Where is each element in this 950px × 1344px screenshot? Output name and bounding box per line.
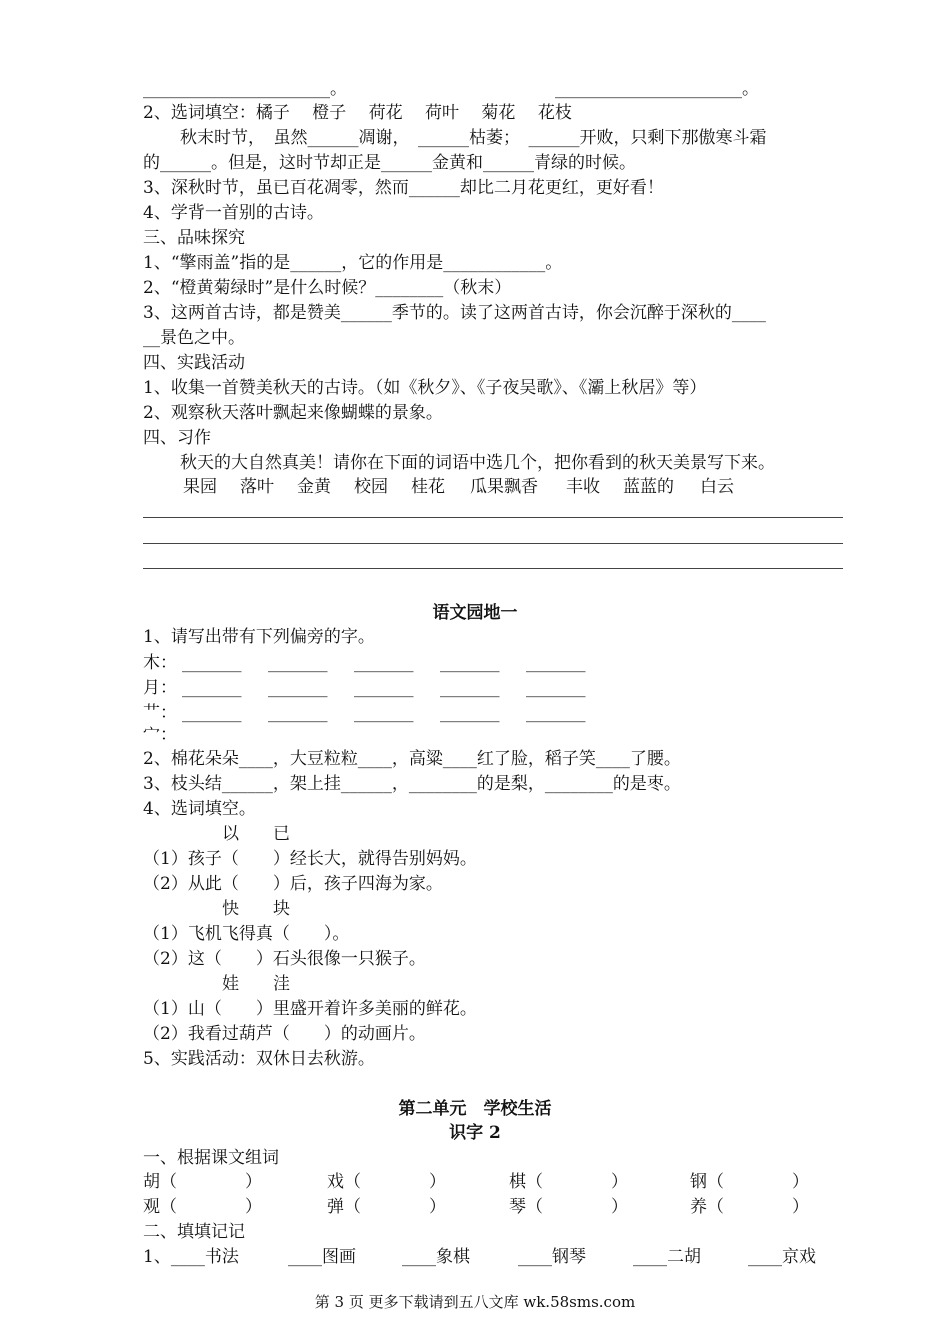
fill-item: ____二胡: [633, 1247, 701, 1267]
radical-blank: _______: [526, 703, 586, 723]
radical-blank: _______: [268, 703, 328, 723]
yuwen-q3: 3、枝头结______，架上挂______，________的是梨，________的是枣。: [143, 774, 681, 794]
section-3-q3a: 3、这两首古诗，都是赞美______季节的。读了这两首古诗，你会沉醉于深秋的____: [143, 303, 766, 323]
pair-sentence: （1）山（ ）里盛开着许多美丽的鲜花。: [143, 999, 477, 1019]
radical-blank: _______: [440, 653, 500, 673]
radical-blank: _______: [354, 653, 414, 673]
pair-sentence: （2）从此（ ）后，孩子四海为家。: [143, 874, 443, 894]
word-pair: 快 块: [222, 899, 290, 919]
page-footer: 第 3 页 更多下载请到五八文库 wk.58sms.com: [314, 1293, 636, 1311]
yuwen-q4: 4、选词填空。: [143, 799, 256, 819]
top-blank-left: ______________________。: [143, 79, 347, 99]
writing-prompt: 秋天的大自然真美！请你在下面的词语中选几个，把你看到的秋天美景写下来。: [180, 453, 775, 473]
q2-title: 2、选词填空：橘子 橙子 荷花 荷叶 菊花 花枝: [143, 103, 572, 123]
section-3-q1: 1、“擎雨盖”指的是______，它的作用是____________。: [143, 253, 563, 273]
q4-text: 4、学背一首别的古诗。: [143, 203, 324, 223]
radical-label: 艹：: [143, 703, 177, 723]
word-bank-item: 瓜果飘香: [470, 477, 538, 497]
word-bank-item: 金黄: [297, 477, 331, 497]
radical-blank: _______: [268, 678, 328, 698]
section-3-heading: 三、品味探究: [143, 228, 245, 248]
word-bank-item: 丰收: [566, 477, 600, 497]
radical-blank: _______: [354, 703, 414, 723]
word-bank-item: 果园: [183, 477, 217, 497]
fill-item: 1、____书法: [143, 1247, 239, 1267]
top-blank-right: ______________________。: [555, 79, 759, 99]
pair-sentence: （1）飞机飞得真（ ）。: [143, 924, 350, 944]
fill-item: ____象棋: [402, 1247, 470, 1267]
word-pair: 以 已: [222, 824, 290, 844]
word-item: 弹（ ）: [327, 1197, 446, 1217]
word-item: 戏（ ）: [327, 1172, 446, 1192]
radical-blank: _______: [354, 678, 414, 698]
section-4-heading: 四、实践活动: [143, 353, 245, 373]
unit-section-1: 一、根据课文组词: [143, 1148, 279, 1168]
q3-text: 3、深秋时节，虽已百花凋零，然而______却比二月花更红，更好看！: [143, 178, 664, 198]
fill-item: ____图画: [288, 1247, 356, 1267]
radical-blank: _______: [526, 653, 586, 673]
radical-blank: _______: [268, 653, 328, 673]
section-3-q2: 2、“橙黄菊绿时”是什么时候？________（秋末）: [143, 278, 512, 298]
pair-sentence: （1）孩子（ ）经长大，就得告别妈妈。: [143, 849, 477, 869]
fill-item: ____京戏: [748, 1247, 816, 1267]
unit-title: 第二单元 学校生活: [398, 1099, 552, 1119]
section-4-q1: 1、收集一首赞美秋天的古诗。（如《秋夕》、《子夜吴歌》、《灞上秋居》等）: [143, 378, 707, 398]
radical-blank: _______: [182, 678, 242, 698]
radical-label: 宀：: [143, 725, 177, 745]
fill-item: ____钢琴: [518, 1247, 586, 1267]
writing-line: [143, 543, 843, 544]
section-3-q3b: __景色之中。: [143, 328, 245, 348]
radical-blank: _______: [440, 678, 500, 698]
unit-section-2: 二、填填记记: [143, 1222, 245, 1242]
writing-heading: 四、习作: [143, 428, 211, 448]
radical-blank: _______: [526, 678, 586, 698]
radical-label: 木：: [143, 653, 177, 673]
yuwen-title: 语文园地一: [432, 603, 518, 623]
word-pair: 娃 洼: [222, 974, 290, 994]
word-item: 钢（ ）: [690, 1172, 809, 1192]
q2-paragraph-1: 秋末时节， 虽然______凋谢， ______枯萎； ______开败，只剩下那傲寒斗霜: [180, 128, 767, 148]
unit-subtitle: 识字 2: [449, 1123, 501, 1143]
writing-line: [143, 568, 843, 569]
word-bank-item: 白云: [700, 477, 734, 497]
word-item: 观（ ）: [143, 1197, 262, 1217]
writing-line: [143, 517, 843, 518]
pair-sentence: （2）这（ ）石头很像一只猴子。: [143, 949, 426, 969]
word-bank-item: 校园: [354, 477, 388, 497]
radical-label: 月：: [143, 678, 177, 698]
word-bank-item: 桂花: [411, 477, 445, 497]
radical-blank: _______: [182, 703, 242, 723]
yuwen-q2: 2、棉花朵朵____，大豆粒粒____，高粱____红了脸，稻子笑____了腰。: [143, 749, 681, 769]
radical-blank: _______: [440, 703, 500, 723]
section-4-q2: 2、观察秋天落叶飘起来像蝴蝶的景象。: [143, 403, 443, 423]
word-bank-item: 落叶: [240, 477, 274, 497]
word-bank-item: 蓝蓝的: [623, 477, 674, 497]
word-item: 养（ ）: [690, 1197, 809, 1217]
yuwen-q1: 1、请写出带有下列偏旁的字。: [143, 627, 375, 647]
word-item: 棋（ ）: [509, 1172, 628, 1192]
word-item: 琴（ ）: [509, 1197, 628, 1217]
yuwen-q5: 5、实践活动：双休日去秋游。: [143, 1049, 375, 1069]
word-item: 胡（ ）: [143, 1172, 262, 1192]
q2-paragraph-2: 的______。但是，这时节却正是______金黄和______青绿的时候。: [143, 153, 636, 173]
radical-blank: _______: [182, 653, 242, 673]
pair-sentence: （2）我看过葫芦（ ）的动画片。: [143, 1024, 426, 1044]
